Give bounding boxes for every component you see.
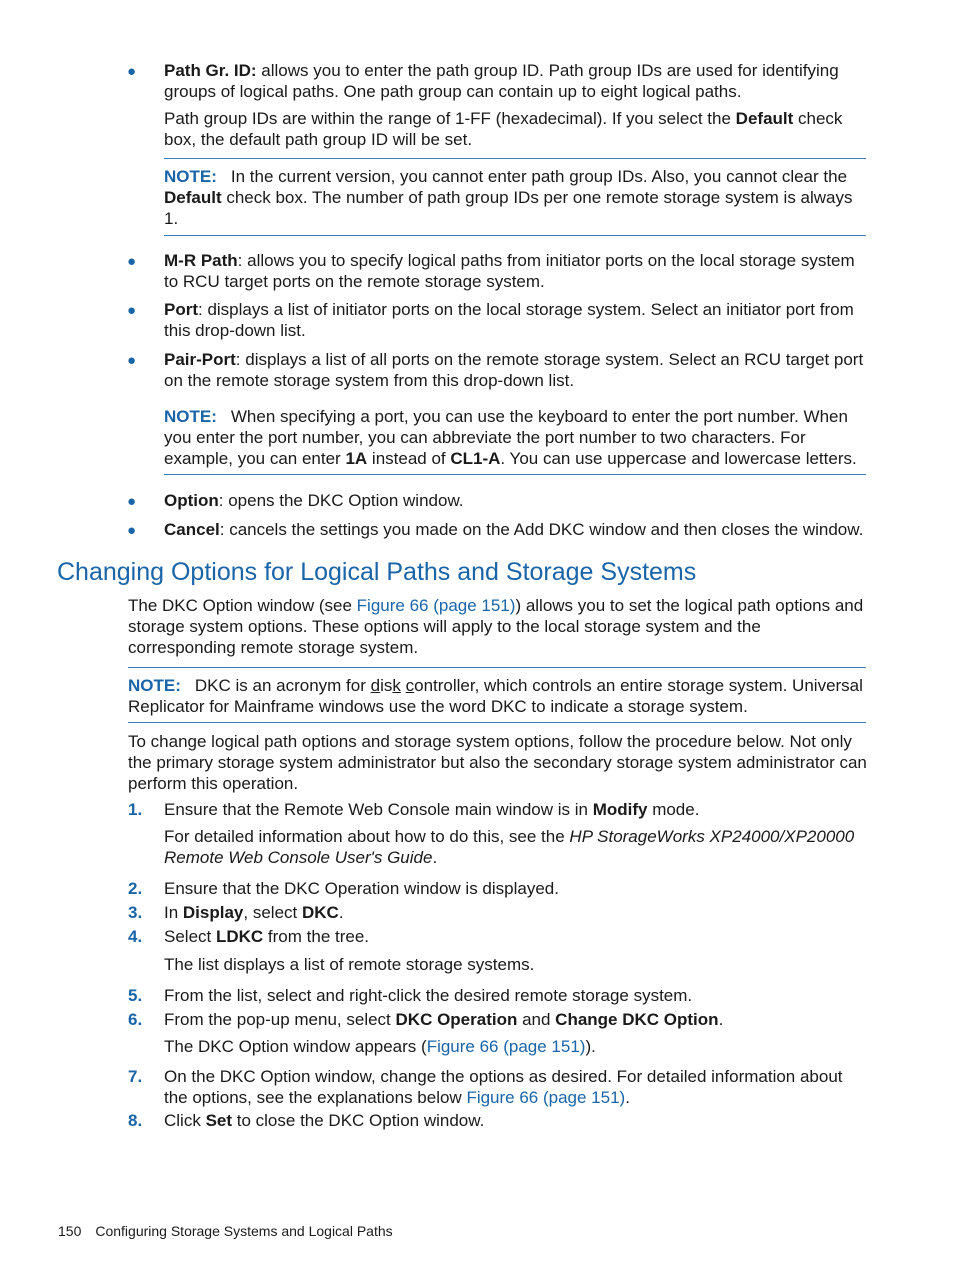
text: check box, the default path group ID will be set.	[164, 109, 843, 149]
text: ).	[585, 1037, 596, 1056]
page-footer	[58, 1222, 393, 1240]
step-number: 6.	[128, 1010, 143, 1029]
note-label: NOTE:	[164, 407, 217, 426]
text: ) allows you to set the logical path options and storage system options. These options will apply to the local storage system and the corresponding remote storage system.	[128, 596, 864, 657]
note-rule-top	[128, 667, 866, 668]
text: When specifying a port, you can use the keyboard to enter the port number. When you enter the port number, you can abbreviate the port number to two characters. For example, you can enter	[164, 407, 848, 468]
list-text: : displays a list of initiator ports on the local storage system. Select an initiator port from this drop-down list.	[164, 300, 854, 340]
text: In the current version, you cannot enter path group IDs. Also, you cannot clear the	[230, 167, 848, 186]
text: is	[380, 676, 393, 695]
text: From the list, select and right-click the desired remote storage system.	[164, 986, 693, 1005]
bold-text: CL1-A	[450, 449, 501, 468]
step-number: 3.	[128, 903, 143, 922]
underlined-text: d	[370, 676, 381, 695]
list-item	[164, 60, 868, 102]
step-number: 2.	[128, 879, 143, 898]
bullet-icon: ●	[127, 253, 137, 270]
step	[164, 1066, 868, 1108]
list-item	[164, 299, 868, 341]
bullet-icon: ●	[127, 352, 137, 369]
section-heading: Changing Options for Logical Paths and Storage Systems	[57, 558, 697, 586]
bold-text: Default	[164, 188, 222, 207]
list-term: Port	[164, 300, 198, 319]
list-text: : allows you to specify logical paths from initiator ports on the local storage system to RCU target ports on the remote storage system.	[164, 251, 855, 291]
note-label: NOTE:	[128, 676, 181, 695]
step-number: 1.	[128, 800, 143, 819]
text: Click	[164, 1111, 206, 1130]
text: From the pop-up menu, select	[164, 1010, 396, 1029]
text: . You can use uppercase and lowercase letters.	[500, 449, 857, 468]
list-item	[164, 250, 868, 292]
text: The DKC Option window (see	[128, 596, 357, 615]
bold-text: Default	[735, 109, 794, 128]
list-term: Cancel	[164, 520, 220, 539]
list-term: Option	[164, 491, 219, 510]
note-rule-bottom	[164, 235, 866, 236]
figure-link[interactable]: Figure 66 (page 151)	[466, 1088, 626, 1107]
step	[164, 878, 868, 899]
text: mode.	[647, 800, 700, 819]
list-term: Pair-Port	[164, 350, 236, 369]
note	[128, 675, 868, 717]
underlined-text: k	[392, 676, 401, 695]
text: .	[338, 903, 344, 922]
step-number: 4.	[128, 927, 143, 946]
text: .	[432, 848, 438, 867]
text: Ensure that the DKC Operation window is displayed.	[164, 879, 559, 898]
text: In	[164, 903, 183, 922]
list-item-subtext	[164, 108, 868, 150]
bold-text: LDKC	[215, 927, 264, 946]
note-rule-bottom	[128, 722, 866, 723]
text: On the DKC Option window, change the options as desired. For detailed information about the options, see the explanations below	[164, 1067, 843, 1107]
page-number: 150	[58, 1223, 82, 1239]
text: and	[517, 1010, 556, 1029]
step	[164, 985, 868, 1006]
text: Select	[164, 927, 216, 946]
list-text: : opens the DKC Option window.	[218, 491, 464, 510]
step	[164, 902, 868, 923]
text: Ensure that the Remote Web Console main window is in	[164, 800, 593, 819]
text: .	[625, 1088, 630, 1107]
note-rule-top	[164, 158, 866, 159]
procedure-intro: To change logical path options and storage system options, follow the procedure below. Not only the primary storage system administrator but also the secondary storage system administrator can perform this operation.	[128, 732, 867, 793]
bullet-icon: ●	[127, 522, 137, 539]
step	[164, 926, 868, 947]
step-subtext	[164, 1036, 868, 1057]
text: ontroller, which controls an entire storage system. Universal Replicator for Mainframe windows use the word DKC to indicate a storage system.	[128, 676, 863, 716]
step-number: 8.	[128, 1111, 143, 1130]
italic-text: HP StorageWorks XP24000/XP20000 Remote Web Console User's Guide	[164, 827, 855, 867]
bold-text: 1A	[345, 449, 368, 468]
list-text: allows you to enter the path group ID. Path group IDs are used for identifying groups of logical paths. One path group can contain up to eight logical paths.	[164, 61, 839, 101]
text: to close the DKC Option window.	[232, 1111, 485, 1130]
step-subtext	[164, 826, 872, 868]
step	[164, 799, 868, 820]
step-number: 5.	[128, 986, 143, 1005]
list-term: M-R Path	[164, 251, 238, 270]
text: check box. The number of path group IDs per one remote storage system is always 1.	[164, 188, 853, 228]
step	[164, 1009, 868, 1030]
bold-text: DKC Operation	[395, 1010, 518, 1029]
list-item	[164, 349, 868, 391]
bold-text: Display	[182, 903, 244, 922]
text: .	[718, 1010, 724, 1029]
text: DKC is an acronym for	[194, 676, 371, 695]
text: , select	[243, 903, 302, 922]
bullet-icon: ●	[127, 63, 137, 80]
list-item	[164, 490, 868, 511]
figure-link[interactable]: Figure 66 (page 151)	[426, 1037, 586, 1056]
text: from the tree.	[263, 927, 370, 946]
step	[164, 1110, 868, 1131]
step-subtext: The list displays a list of remote storage systems.	[164, 955, 535, 974]
intro-paragraph	[128, 595, 868, 658]
bold-text: Set	[205, 1111, 233, 1130]
figure-link[interactable]: Figure 66 (page 151)	[356, 596, 516, 615]
note-label: NOTE:	[164, 167, 217, 186]
list-text: : displays a list of all ports on the remote storage system. Select an RCU target port on the remote storage system from this drop-down list.	[164, 350, 864, 390]
bold-text: Change DKC Option	[555, 1010, 719, 1029]
note	[164, 166, 864, 229]
underlined-text: c	[405, 676, 415, 695]
list-term: Path Gr. ID:	[164, 61, 257, 80]
note-rule-bottom	[164, 474, 866, 475]
bullet-icon: ●	[127, 302, 137, 319]
text: The DKC Option window appears (	[164, 1037, 427, 1056]
footer-title: Configuring Storage Systems and Logical Paths	[95, 1223, 393, 1239]
list-item	[164, 519, 874, 540]
bold-text: Modify	[592, 800, 648, 819]
text: instead of	[367, 449, 451, 468]
bold-text: DKC	[301, 903, 339, 922]
step-number: 7.	[128, 1067, 143, 1086]
bullet-icon: ●	[127, 493, 137, 510]
list-text: : cancels the settings you made on the Add DKC window and then closes the window.	[219, 520, 864, 539]
note	[164, 406, 868, 469]
text: For detailed information about how to do this, see the	[164, 827, 570, 846]
text: Path group IDs are within the range of 1-FF (hexadecimal). If you select the	[164, 109, 736, 128]
